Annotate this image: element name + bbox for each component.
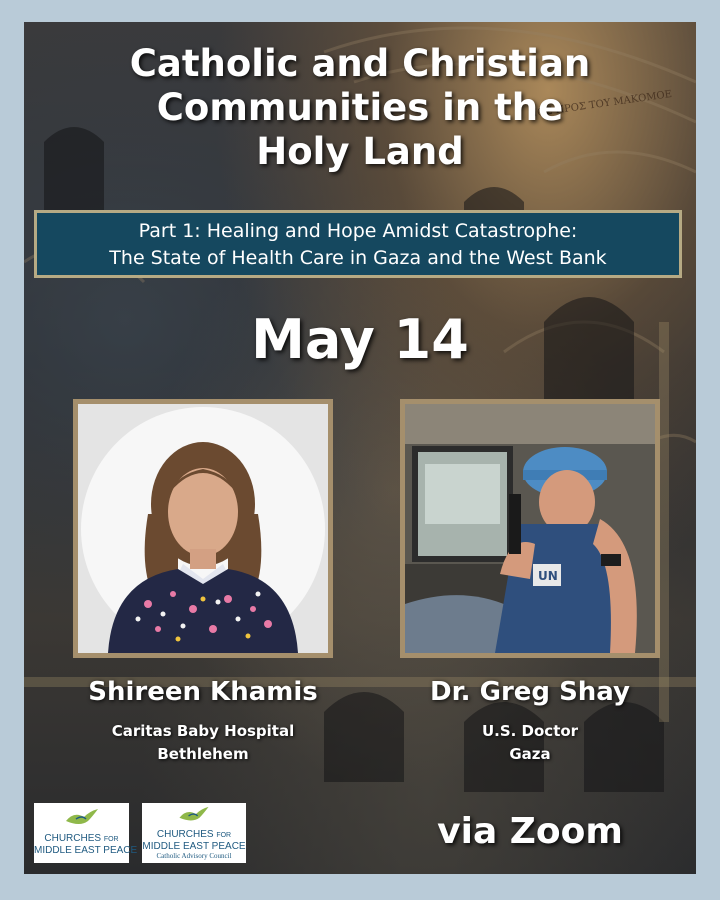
event-date: May 14 <box>251 308 469 371</box>
title-line-2: Communities in the <box>156 86 564 129</box>
dove-icon <box>174 805 214 825</box>
title-line-1: Catholic and Christian <box>129 42 591 85</box>
cmep-logo-for: FOR <box>103 836 119 843</box>
speaker-1-photo <box>73 399 333 658</box>
speaker-2-portrait <box>405 404 655 653</box>
cmep-logo-word: CHURCHES <box>44 833 102 844</box>
cmep-catholic-council-logo <box>142 803 246 863</box>
speaker-2-title: U.S. Doctor <box>481 722 579 740</box>
cmep-logo-line-2: MIDDLE EAST PEACE <box>34 845 138 856</box>
title-line-3: Holy Land <box>256 130 464 173</box>
cmep-logo <box>34 803 138 863</box>
speaker-1-name: Shireen Khamis <box>88 677 318 707</box>
vest-label: UN <box>538 569 558 583</box>
speaker-2-location: Gaza <box>509 745 551 763</box>
subtitle-line-2: The State of Health Care in Gaza and the West Bank <box>109 247 607 269</box>
council-logo-line-1 <box>142 829 246 841</box>
speaker-2-name: Dr. Greg Shay <box>429 677 630 707</box>
council-logo-word: CHURCHES <box>156 829 214 840</box>
cmep-logo-line-1 <box>34 833 129 845</box>
speaker-1-portrait <box>78 404 328 653</box>
event-poster <box>24 22 696 874</box>
speaker-1-location: Bethlehem <box>157 745 249 763</box>
platform-label: via Zoom <box>437 811 623 852</box>
session-subtitle-box <box>34 210 682 278</box>
speaker-1-affiliation: Caritas Baby Hospital <box>111 722 295 740</box>
council-logo-line-2: MIDDLE EAST PEACE <box>142 841 246 852</box>
event-title <box>24 42 696 174</box>
subtitle-line-1: Part 1: Healing and Hope Amidst Catastrophe: <box>138 220 578 242</box>
dove-icon <box>62 807 102 829</box>
council-logo-for: FOR <box>216 832 232 839</box>
council-logo-line-3: Catholic Advisory Council <box>156 852 232 860</box>
background-inscription: ΝΟΣ ΠΡΟΣ ΤΟΥ ΜΑΚΟΜΟΕ <box>527 88 673 120</box>
speaker-2-photo <box>400 399 660 658</box>
